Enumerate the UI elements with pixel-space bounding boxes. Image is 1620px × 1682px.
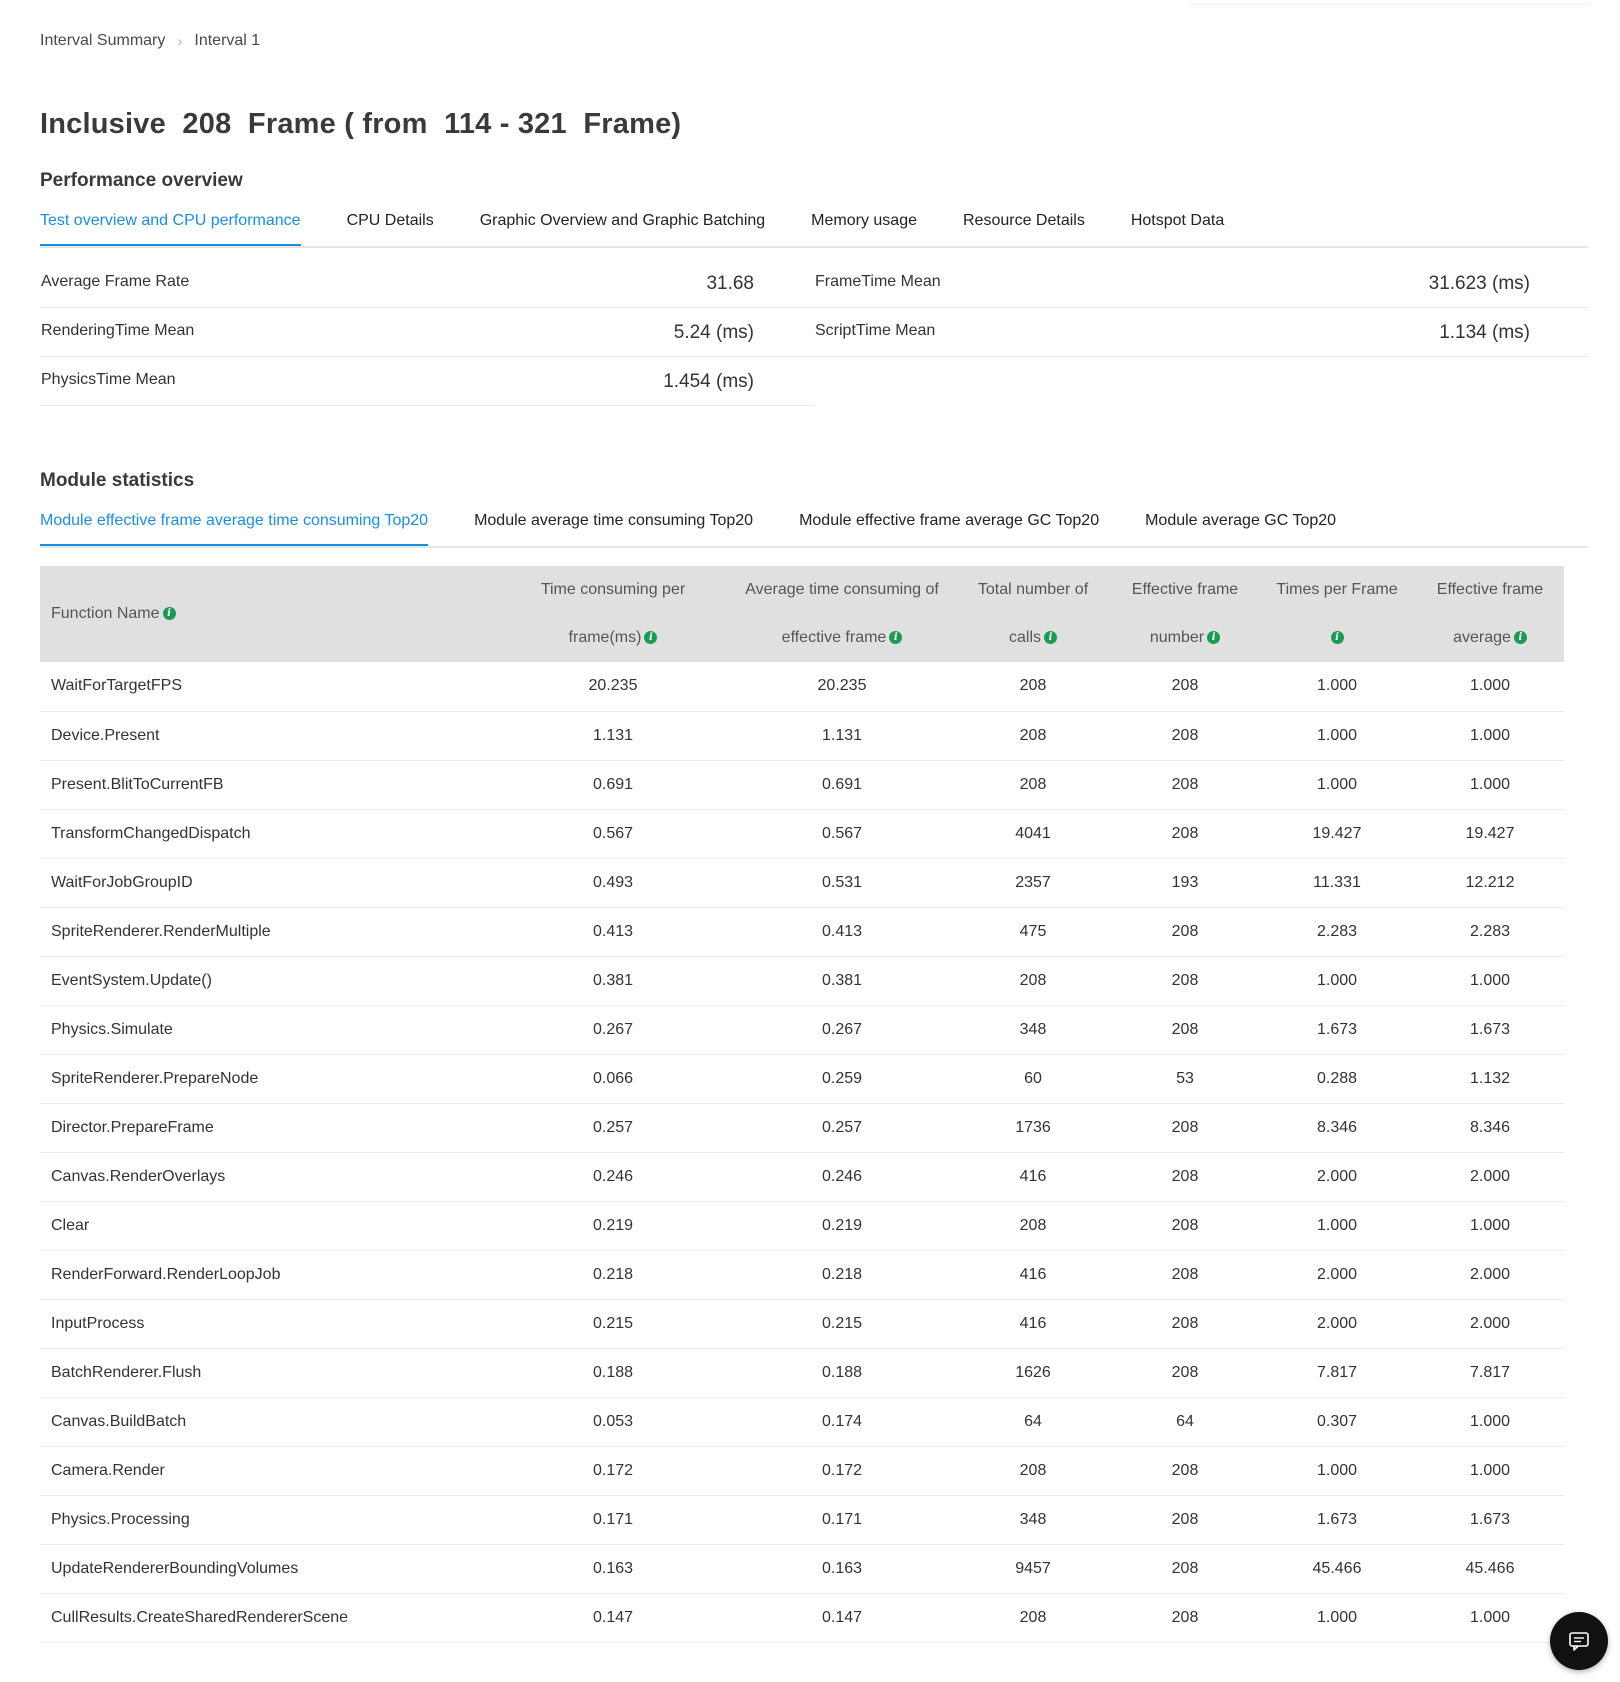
effective-frame-average-cell: 1.132 — [1469, 1069, 1511, 1087]
breadcrumb-current: Interval 1 — [194, 32, 261, 49]
column-header-label: effective frame — [781, 629, 887, 646]
effective-frame-number-cell: 208 — [1171, 726, 1199, 744]
table-row — [40, 956, 1564, 1005]
column-header-total-calls[interactable] — [954, 566, 1112, 662]
function-name-cell: SpriteRenderer.RenderMultiple — [51, 922, 271, 940]
function-name-cell: Canvas.BuildBatch — [51, 1412, 187, 1430]
info-icon[interactable]: i — [644, 631, 657, 644]
effective-frame-average-cell: 2.000 — [1469, 1314, 1511, 1332]
time-per-frame-cell: 0.215 — [592, 1314, 634, 1332]
table-row — [40, 1446, 1564, 1495]
column-header-times-per-frame[interactable] — [1258, 566, 1416, 662]
function-name-cell: Physics.Processing — [51, 1510, 190, 1528]
avg-effective-frame-cell: 0.257 — [821, 1118, 863, 1136]
times-per-frame-cell: 1.673 — [1316, 1510, 1358, 1528]
function-name-cell: Physics.Simulate — [51, 1020, 173, 1038]
module-statistics-title: Module statistics — [40, 470, 195, 491]
times-per-frame-cell: 1.000 — [1316, 1608, 1358, 1626]
tab-graphic-overview[interactable]: Graphic Overview and Graphic Batching — [479, 212, 766, 229]
column-header-label: Total number of — [977, 581, 1089, 598]
times-per-frame-cell: 1.000 — [1316, 1216, 1358, 1234]
avg-effective-frame-cell: 0.174 — [821, 1412, 863, 1430]
table-row — [40, 1593, 1564, 1642]
column-header-label: Function Name — [51, 605, 160, 622]
column-header-label: average — [1453, 629, 1511, 646]
table-body — [40, 662, 1564, 1642]
info-icon[interactable]: i — [163, 607, 176, 620]
page-title: Inclusive 208 Frame ( from 114 - 321 Frame) — [40, 108, 682, 140]
table-row — [40, 809, 1564, 858]
tab-resource-details[interactable]: Resource Details — [963, 212, 1085, 229]
avg-effective-frame-cell: 0.531 — [821, 873, 863, 891]
column-header-label: frame(ms) — [568, 629, 642, 646]
time-per-frame-cell: 0.691 — [592, 775, 634, 793]
effective-frame-average-cell: 1.000 — [1469, 1412, 1511, 1430]
time-per-frame-cell: 0.246 — [592, 1167, 634, 1185]
effective-frame-number-cell: 208 — [1171, 971, 1199, 989]
performance-tabs — [40, 210, 1588, 248]
time-per-frame-cell: 1.131 — [592, 726, 634, 744]
column-header-label: calls — [1008, 629, 1041, 646]
total-calls-cell: 208 — [1019, 1216, 1047, 1234]
times-per-frame-cell: 8.346 — [1316, 1118, 1358, 1136]
effective-frame-average-cell: 7.817 — [1469, 1363, 1511, 1381]
effective-frame-average-cell: 1.000 — [1469, 775, 1511, 793]
total-calls-cell: 416 — [1019, 1314, 1047, 1332]
avg-effective-frame-cell: 0.219 — [821, 1216, 863, 1234]
times-per-frame-cell: 11.331 — [1313, 873, 1361, 891]
table-row — [40, 1103, 1564, 1152]
effective-frame-average-cell: 12.212 — [1465, 873, 1515, 891]
function-name-cell: CullResults.CreateSharedRendererScene — [51, 1608, 349, 1626]
time-per-frame-cell: 0.257 — [592, 1118, 634, 1136]
metric-label: PhysicsTime Mean — [41, 371, 176, 388]
avg-effective-frame-cell: 0.413 — [821, 922, 863, 940]
total-calls-cell: 475 — [1019, 922, 1047, 940]
total-calls-cell: 9457 — [1015, 1559, 1051, 1577]
info-icon[interactable]: i — [1044, 631, 1057, 644]
effective-frame-average-cell: 1.000 — [1469, 726, 1511, 744]
times-per-frame-cell: 0.307 — [1316, 1412, 1358, 1430]
effective-frame-number-cell: 208 — [1171, 1265, 1199, 1283]
function-name-cell: InputProcess — [51, 1314, 145, 1332]
column-header-label: Times per Frame — [1276, 581, 1398, 598]
metric-average-frame-rate — [40, 260, 814, 308]
metric-renderingtime-mean — [40, 309, 814, 357]
time-per-frame-cell: 0.567 — [592, 824, 634, 842]
table-row — [40, 1005, 1564, 1054]
avg-effective-frame-cell: 0.259 — [821, 1069, 863, 1087]
avg-effective-frame-cell: 0.163 — [821, 1559, 863, 1577]
total-calls-cell: 208 — [1019, 971, 1047, 989]
column-header-label: number — [1149, 629, 1205, 646]
tab-memory-usage[interactable]: Memory usage — [811, 212, 917, 229]
tab-module-effective-frame-time[interactable]: Module effective frame average time consuming Top20 — [40, 510, 428, 546]
times-per-frame-cell: 2.000 — [1316, 1265, 1358, 1283]
time-per-frame-cell: 0.053 — [592, 1412, 634, 1430]
function-name-cell: SpriteRenderer.PrepareNode — [51, 1069, 259, 1087]
time-per-frame-cell: 20.235 — [588, 677, 638, 695]
effective-frame-average-cell: 8.346 — [1469, 1118, 1511, 1136]
total-calls-cell: 208 — [1019, 677, 1047, 695]
top-popover-edge — [1190, 0, 1590, 3]
effective-frame-number-cell: 208 — [1171, 775, 1199, 793]
function-name-cell: UpdateRendererBoundingVolumes — [51, 1559, 299, 1577]
table-row — [40, 1348, 1564, 1397]
column-header-label: Effective frame — [1131, 581, 1239, 598]
metric-scripttime-mean — [814, 309, 1588, 357]
total-calls-cell: 60 — [1024, 1069, 1042, 1087]
function-name-cell: Present.BlitToCurrentFB — [51, 775, 224, 793]
effective-frame-average-cell: 1.000 — [1469, 1608, 1511, 1626]
times-per-frame-cell: 2.000 — [1316, 1167, 1358, 1185]
column-header-average-effective-frame[interactable] — [730, 566, 954, 662]
table-row — [40, 907, 1564, 956]
table-row — [40, 1201, 1564, 1250]
table-row — [40, 760, 1564, 809]
effective-frame-number-cell: 193 — [1171, 873, 1199, 891]
tab-hotspot-data[interactable]: Hotspot Data — [1130, 212, 1225, 229]
function-name-cell: TransformChangedDispatch — [51, 824, 251, 842]
time-per-frame-cell: 0.066 — [592, 1069, 634, 1087]
times-per-frame-cell: 2.283 — [1316, 922, 1358, 940]
info-icon[interactable]: i — [889, 631, 902, 644]
effective-frame-number-cell: 53 — [1176, 1069, 1194, 1087]
metric-label: Average Frame Rate — [41, 273, 190, 290]
time-per-frame-cell: 0.381 — [592, 971, 634, 989]
column-header-time-per-frame[interactable] — [496, 566, 730, 662]
table-row — [40, 1250, 1564, 1299]
metric-frametime-mean — [814, 260, 1588, 308]
module-tabs — [40, 510, 1588, 548]
avg-effective-frame-cell: 0.188 — [821, 1363, 863, 1381]
effective-frame-average-cell: 1.000 — [1469, 1216, 1511, 1234]
table-row — [40, 1544, 1564, 1593]
effective-frame-number-cell: 208 — [1171, 1118, 1199, 1136]
avg-effective-frame-cell: 0.567 — [821, 824, 863, 842]
metric-value: 5.24 (ms) — [673, 322, 754, 343]
chat-icon — [1568, 1630, 1590, 1652]
function-name-cell: Clear — [51, 1216, 90, 1234]
total-calls-cell: 1736 — [1015, 1118, 1051, 1136]
avg-effective-frame-cell: 20.235 — [817, 677, 867, 695]
effective-frame-average-cell: 1.673 — [1469, 1020, 1511, 1038]
tab-test-overview[interactable]: Test overview and CPU performance — [40, 210, 301, 246]
times-per-frame-cell: 2.000 — [1316, 1314, 1358, 1332]
times-per-frame-cell: 1.000 — [1316, 775, 1358, 793]
metric-value: 31.68 — [706, 273, 754, 294]
chat-button[interactable] — [1550, 1612, 1608, 1670]
info-icon[interactable]: i — [1514, 631, 1527, 644]
total-calls-cell: 4041 — [1015, 824, 1051, 842]
tab-module-average-time[interactable]: Module average time consuming Top20 — [474, 512, 754, 529]
effective-frame-average-cell: 2.283 — [1469, 922, 1511, 940]
column-header-effective-frame-number[interactable] — [1112, 566, 1258, 662]
times-per-frame-cell: 7.817 — [1316, 1363, 1358, 1381]
effective-frame-average-cell: 19.427 — [1465, 824, 1515, 842]
effective-frame-average-cell: 1.000 — [1469, 971, 1511, 989]
times-per-frame-cell: 1.000 — [1316, 677, 1358, 695]
avg-effective-frame-cell: 0.246 — [821, 1167, 863, 1185]
effective-frame-average-cell: 1.000 — [1469, 1461, 1511, 1479]
info-icon[interactable]: i — [1207, 631, 1220, 644]
times-per-frame-cell: 1.673 — [1316, 1020, 1358, 1038]
effective-frame-average-cell: 45.466 — [1465, 1559, 1515, 1577]
column-header-label: Effective frame — [1436, 581, 1544, 598]
total-calls-cell: 2357 — [1015, 873, 1051, 891]
times-per-frame-cell: 1.000 — [1316, 971, 1358, 989]
metric-value: 1.454 (ms) — [663, 371, 754, 392]
total-calls-cell: 208 — [1019, 775, 1047, 793]
effective-frame-number-cell: 208 — [1171, 1363, 1199, 1381]
metric-physicstime-mean — [40, 358, 814, 406]
chevron-right-icon: › — [177, 32, 183, 50]
time-per-frame-cell: 0.493 — [592, 873, 634, 891]
table-row — [40, 1397, 1564, 1446]
metric-value: 1.134 (ms) — [1439, 322, 1530, 343]
effective-frame-number-cell: 208 — [1171, 1216, 1199, 1234]
breadcrumb — [40, 32, 260, 50]
times-per-frame-cell: 1.000 — [1316, 1461, 1358, 1479]
avg-effective-frame-cell: 0.171 — [821, 1510, 863, 1528]
function-name-cell: WaitForTargetFPS — [51, 677, 182, 695]
time-per-frame-cell: 0.219 — [592, 1216, 634, 1234]
effective-frame-number-cell: 208 — [1171, 1608, 1199, 1626]
effective-frame-average-cell: 1.000 — [1469, 677, 1511, 695]
time-per-frame-cell: 0.163 — [592, 1559, 634, 1577]
tab-module-effective-frame-gc[interactable]: Module effective frame average GC Top20 — [799, 512, 1100, 529]
time-per-frame-cell: 0.147 — [592, 1608, 634, 1626]
avg-effective-frame-cell: 0.267 — [821, 1020, 863, 1038]
total-calls-cell: 416 — [1019, 1167, 1047, 1185]
effective-frame-number-cell: 208 — [1171, 922, 1199, 940]
total-calls-cell: 208 — [1019, 726, 1047, 744]
function-name-cell: Canvas.RenderOverlays — [51, 1167, 226, 1185]
metric-label: FrameTime Mean — [815, 273, 941, 290]
avg-effective-frame-cell: 0.218 — [821, 1265, 863, 1283]
times-per-frame-cell: 45.466 — [1312, 1559, 1362, 1577]
times-per-frame-cell: 0.288 — [1316, 1069, 1358, 1087]
effective-frame-average-cell: 2.000 — [1469, 1265, 1511, 1283]
metric-label: RenderingTime Mean — [41, 322, 195, 339]
tab-cpu-details[interactable]: CPU Details — [346, 212, 434, 229]
function-name-cell: Device.Present — [51, 726, 160, 744]
function-name-cell: BatchRenderer.Flush — [51, 1363, 202, 1381]
table-row — [40, 662, 1564, 711]
metric-value: 31.623 (ms) — [1428, 273, 1530, 294]
function-name-cell: RenderForward.RenderLoopJob — [51, 1265, 281, 1283]
avg-effective-frame-cell: 0.381 — [821, 971, 863, 989]
effective-frame-number-cell: 208 — [1171, 824, 1199, 842]
total-calls-cell: 348 — [1019, 1510, 1047, 1528]
table-row — [40, 1054, 1564, 1103]
module-table — [40, 566, 1564, 1643]
avg-effective-frame-cell: 0.147 — [821, 1608, 863, 1626]
time-per-frame-cell: 0.171 — [592, 1510, 634, 1528]
function-name-cell: WaitForJobGroupID — [51, 873, 193, 891]
effective-frame-number-cell: 208 — [1171, 1020, 1199, 1038]
effective-frame-number-cell: 208 — [1171, 1461, 1199, 1479]
breadcrumb-interval-summary[interactable]: Interval Summary — [40, 32, 166, 49]
column-header-function-name[interactable] — [40, 566, 496, 662]
column-header-label: Average time consuming of — [745, 581, 939, 598]
total-calls-cell: 64 — [1024, 1412, 1042, 1430]
function-name-cell: Camera.Render — [51, 1461, 165, 1479]
effective-frame-number-cell: 208 — [1171, 1559, 1199, 1577]
avg-effective-frame-cell: 0.172 — [821, 1461, 863, 1479]
effective-frame-average-cell: 1.673 — [1469, 1510, 1511, 1528]
total-calls-cell: 348 — [1019, 1020, 1047, 1038]
total-calls-cell: 1626 — [1015, 1363, 1051, 1381]
effective-frame-number-cell: 208 — [1171, 1510, 1199, 1528]
time-per-frame-cell: 0.267 — [592, 1020, 634, 1038]
total-calls-cell: 416 — [1019, 1265, 1047, 1283]
tab-module-average-gc[interactable]: Module average GC Top20 — [1145, 512, 1337, 529]
table-row — [40, 1495, 1564, 1544]
performance-overview-title: Performance overview — [40, 170, 243, 191]
times-per-frame-cell: 1.000 — [1316, 726, 1358, 744]
column-header-label: Time consuming per — [540, 581, 686, 598]
table-row — [40, 1299, 1564, 1348]
function-name-cell: EventSystem.Update() — [51, 971, 212, 989]
total-calls-cell: 208 — [1019, 1461, 1047, 1479]
effective-frame-number-cell: 64 — [1176, 1412, 1194, 1430]
effective-frame-number-cell: 208 — [1171, 1167, 1199, 1185]
table-header-row — [40, 566, 1564, 662]
table-row — [40, 1152, 1564, 1201]
effective-frame-number-cell: 208 — [1171, 677, 1199, 695]
time-per-frame-cell: 0.218 — [592, 1265, 634, 1283]
time-per-frame-cell: 0.172 — [592, 1461, 634, 1479]
avg-effective-frame-cell: 0.215 — [821, 1314, 863, 1332]
metric-label: ScriptTime Mean — [815, 322, 936, 339]
time-per-frame-cell: 0.413 — [592, 922, 634, 940]
avg-effective-frame-cell: 1.131 — [821, 726, 863, 744]
total-calls-cell: 208 — [1019, 1608, 1047, 1626]
function-name-cell: Director.PrepareFrame — [51, 1118, 214, 1136]
effective-frame-average-cell: 2.000 — [1469, 1167, 1511, 1185]
info-icon[interactable]: i — [1331, 631, 1344, 644]
table-row — [40, 711, 1564, 760]
avg-effective-frame-cell: 0.691 — [821, 775, 863, 793]
times-per-frame-cell: 19.427 — [1312, 824, 1362, 842]
table-row — [40, 858, 1564, 907]
column-header-effective-frame-average[interactable] — [1416, 566, 1564, 662]
time-per-frame-cell: 0.188 — [592, 1363, 634, 1381]
effective-frame-number-cell: 208 — [1171, 1314, 1199, 1332]
